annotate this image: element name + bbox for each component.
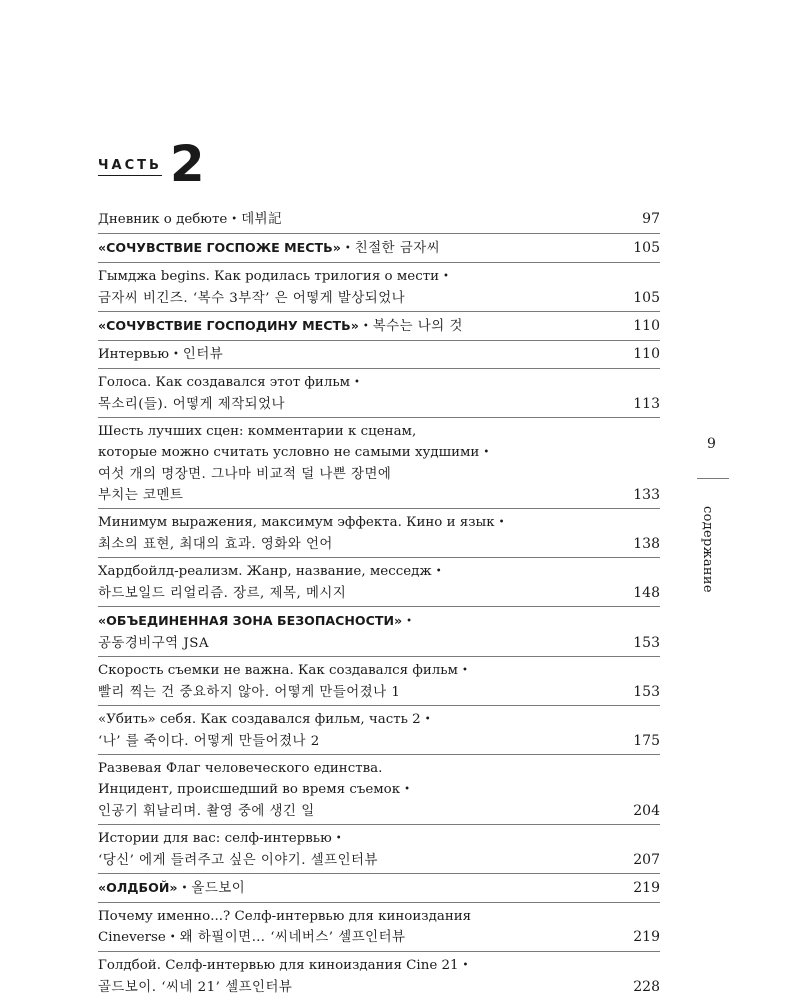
toc-entry-text bbox=[98, 660, 610, 682]
toc-entry-line bbox=[98, 731, 660, 752]
bullet-separator: • bbox=[354, 377, 360, 388]
toc-entry-text bbox=[98, 583, 610, 604]
bullet-separator: • bbox=[498, 517, 505, 528]
toc-entry bbox=[98, 657, 660, 706]
toc-entry-text bbox=[98, 927, 610, 949]
toc-entry-line bbox=[98, 660, 660, 682]
toc-entry-line bbox=[98, 977, 660, 998]
toc-entry bbox=[98, 263, 660, 312]
page-number: 110 bbox=[633, 346, 660, 362]
page-number: 110 bbox=[633, 318, 660, 334]
toc-entry bbox=[98, 903, 660, 952]
toc-entry-text bbox=[98, 266, 610, 288]
toc-entry-text bbox=[98, 610, 610, 633]
toc-entry-text bbox=[98, 801, 610, 822]
toc-entry-line bbox=[98, 758, 660, 779]
toc-entry-text bbox=[98, 906, 610, 927]
toc-entry-line bbox=[98, 315, 660, 338]
toc-entry-line bbox=[98, 464, 660, 485]
toc-entry-text bbox=[98, 955, 610, 977]
korean-title: 복수는 나의 것 bbox=[372, 319, 463, 334]
toc-entry-text bbox=[98, 633, 610, 654]
table-of-contents bbox=[98, 206, 660, 1000]
korean-title: 하드보일드 리얼리즘. 장르, 제목, 메시지 bbox=[98, 586, 347, 601]
toc-entry bbox=[98, 825, 660, 874]
toc-entry bbox=[98, 755, 660, 825]
toc-entry-text bbox=[98, 731, 610, 752]
page-number: 204 bbox=[633, 803, 660, 819]
toc-entry-line bbox=[98, 801, 660, 822]
korean-title: 데뷔記 bbox=[241, 212, 282, 227]
film-title: «СОЧУВСТВИЕ ГОСПОДИНУ МЕСТЬ» bbox=[98, 318, 359, 333]
page-number: 97 bbox=[642, 211, 660, 227]
toc-entry-text bbox=[98, 512, 610, 534]
toc-entry-text bbox=[98, 237, 610, 260]
bullet-separator: • bbox=[362, 321, 369, 332]
toc-entry bbox=[98, 234, 660, 263]
bullet-separator: • bbox=[344, 243, 351, 254]
page-number: 153 bbox=[633, 635, 660, 651]
toc-entry bbox=[98, 206, 660, 234]
page-number: 138 bbox=[633, 536, 660, 552]
page-number: 133 bbox=[633, 487, 660, 503]
page-number: 219 bbox=[633, 880, 660, 896]
toc-entry-line bbox=[98, 209, 660, 231]
toc-entry-line bbox=[98, 779, 660, 801]
toc-entry-line bbox=[98, 288, 660, 309]
page-number: 219 bbox=[633, 929, 660, 945]
toc-entry-text bbox=[98, 682, 610, 703]
film-title: «ОЛДБОЙ» bbox=[98, 880, 178, 895]
chapter-title: Скорость съемки не важна. Как создавался фильм bbox=[98, 663, 458, 678]
chapter-title: Дневник о дебюте bbox=[98, 212, 228, 227]
toc-entry bbox=[98, 874, 660, 903]
toc-entry bbox=[98, 312, 660, 341]
korean-title: 친절한 금자씨 bbox=[354, 241, 441, 256]
part-heading bbox=[98, 135, 205, 193]
bullet-separator: • bbox=[424, 714, 431, 725]
toc-entry-text bbox=[98, 442, 610, 464]
korean-title: 골드보이. ‘씨네 21’ 셀프인터뷰 bbox=[98, 980, 293, 995]
toc-entry-text bbox=[98, 394, 610, 415]
toc-entry-line bbox=[98, 534, 660, 555]
toc-entry-line bbox=[98, 828, 660, 850]
toc-entry-text bbox=[98, 344, 610, 366]
running-section-label: содержание bbox=[700, 506, 715, 593]
toc-entry-line bbox=[98, 877, 660, 900]
korean-title: ‘나’ 를 죽이다. 어떻게 만들어졌나 2 bbox=[98, 734, 320, 749]
toc-entry-text bbox=[98, 850, 610, 871]
chapter-title: Гымджа begins. Как родилась трилогия о мести bbox=[98, 269, 440, 284]
toc-entry-text bbox=[98, 421, 610, 442]
page-number: 113 bbox=[633, 396, 660, 412]
toc-entry bbox=[98, 706, 660, 755]
toc-entry-text bbox=[98, 464, 610, 485]
toc-entry bbox=[98, 369, 660, 418]
toc-entry-text bbox=[98, 561, 610, 583]
toc-entry-text bbox=[98, 779, 610, 801]
korean-title: 여섯 개의 명장면. 그나마 비교적 덜 나쁜 장면에 bbox=[98, 467, 392, 482]
korean-title: ‘당신’ 에게 들려주고 싶은 이야기. 셀프인터뷰 bbox=[98, 853, 378, 868]
toc-entry-line bbox=[98, 442, 660, 464]
film-title: «ОБЪЕДИНЕННАЯ ЗОНА БЕЗОПАСНОСТИ» bbox=[98, 613, 403, 628]
toc-entry-text bbox=[98, 209, 610, 231]
toc-entry-text bbox=[98, 485, 610, 506]
page-number: 148 bbox=[633, 585, 660, 601]
korean-title: 왜 하필이면… ‘씨네버스’ 셀프인터뷰 bbox=[179, 930, 406, 945]
chapter-title: Cineverse bbox=[98, 930, 166, 945]
toc-entry-line bbox=[98, 344, 660, 366]
korean-title: 인터뷰 bbox=[182, 347, 224, 362]
toc-entry-line bbox=[98, 850, 660, 871]
part-number: 2 bbox=[169, 135, 205, 193]
toc-entry-line bbox=[98, 927, 660, 949]
toc-entry-text bbox=[98, 288, 610, 309]
korean-title: 빨리 찍는 건 중요하지 않아. 어떻게 만들어졌나 1 bbox=[98, 685, 401, 700]
toc-entry-line bbox=[98, 955, 660, 977]
bullet-separator: • bbox=[231, 214, 238, 225]
chapter-title: Истории для вас: селф-интервью bbox=[98, 831, 332, 846]
toc-entry-line bbox=[98, 485, 660, 506]
korean-title: 인공기 휘날리며. 촬영 중에 생긴 일 bbox=[98, 804, 315, 819]
toc-entry bbox=[98, 418, 660, 509]
page-number: 207 bbox=[633, 852, 660, 868]
page-number: 228 bbox=[633, 979, 660, 995]
korean-title: 공동경비구역 JSA bbox=[98, 636, 210, 651]
chapter-title: Хардбойлд-реализм. Жанр, название, месседж bbox=[98, 564, 432, 579]
toc-entry-line bbox=[98, 610, 660, 633]
side-divider bbox=[697, 478, 729, 479]
chapter-title: Инцидент, происшедший во время съемок bbox=[98, 782, 401, 797]
bullet-separator: • bbox=[181, 883, 188, 894]
chapter-title: Минимум выражения, максимум эффекта. Кино и язык bbox=[98, 515, 495, 530]
toc-entry-line bbox=[98, 709, 660, 731]
bullet-separator: • bbox=[435, 566, 442, 577]
toc-entry-line bbox=[98, 512, 660, 534]
toc-entry-text bbox=[98, 828, 610, 850]
chapter-title: Шесть лучших сцен: комментарии к сценам, bbox=[98, 424, 417, 439]
page-number: 105 bbox=[633, 290, 660, 306]
toc-entry-text bbox=[98, 877, 610, 900]
toc-entry-line bbox=[98, 633, 660, 654]
toc-entry bbox=[98, 509, 660, 558]
toc-entry-line bbox=[98, 237, 660, 260]
toc-entry bbox=[98, 558, 660, 607]
part-label: ЧАСТЬ bbox=[98, 158, 162, 176]
toc-entry-line bbox=[98, 583, 660, 604]
korean-title: 목소리(들). 어떻게 제작되었나 bbox=[98, 397, 285, 412]
chapter-title: которые можно считать условно не самыми худшими bbox=[98, 445, 480, 460]
korean-title: 금자씨 비긴즈. ‘복수 3부작’ 은 어떻게 발상되었나 bbox=[98, 291, 406, 306]
chapter-title: Интервью bbox=[98, 347, 169, 362]
toc-entry-text bbox=[98, 709, 610, 731]
toc-entry bbox=[98, 952, 660, 1000]
toc-entry-line bbox=[98, 266, 660, 288]
korean-title: 부치는 코멘트 bbox=[98, 488, 184, 503]
bullet-separator: • bbox=[173, 349, 179, 360]
korean-title: 올드보이 bbox=[191, 881, 246, 896]
chapter-title: Развевая Флаг человеческого единства. bbox=[98, 761, 383, 776]
toc-entry-line bbox=[98, 394, 660, 415]
korean-title: 최소의 표현, 최대의 효과. 영화와 언어 bbox=[98, 537, 333, 552]
toc-entry-text bbox=[98, 977, 610, 998]
film-title: «СОЧУВСТВИЕ ГОСПОЖЕ МЕСТЬ» bbox=[98, 240, 341, 255]
toc-entry bbox=[98, 607, 660, 657]
toc-entry-line bbox=[98, 421, 660, 442]
page-number: 105 bbox=[633, 240, 660, 256]
toc-entry bbox=[98, 341, 660, 369]
bullet-separator: • bbox=[406, 616, 413, 627]
toc-entry-text bbox=[98, 315, 610, 338]
bullet-separator: • bbox=[169, 932, 176, 943]
toc-entry-line bbox=[98, 682, 660, 703]
page-number: 153 bbox=[633, 684, 660, 700]
bullet-separator: • bbox=[483, 447, 490, 458]
chapter-title: Голоса. Как создавался этот фильм bbox=[98, 375, 351, 390]
page-number: 175 bbox=[633, 733, 660, 749]
bullet-separator: • bbox=[462, 960, 469, 971]
toc-entry-line bbox=[98, 906, 660, 927]
folio-page-number: 9 bbox=[707, 436, 716, 452]
bullet-separator: • bbox=[335, 833, 342, 844]
chapter-title: «Убить» себя. Как создавался фильм, часть 2 bbox=[98, 712, 421, 727]
chapter-title: Почему именно...? Селф-интервью для киноиздания bbox=[98, 909, 472, 924]
bullet-separator: • bbox=[404, 784, 411, 795]
bullet-separator: • bbox=[443, 271, 449, 282]
toc-entry-text bbox=[98, 758, 610, 779]
toc-entry-line bbox=[98, 561, 660, 583]
chapter-title: Голдбой. Селф-интервью для киноиздания Cine 21 bbox=[98, 958, 459, 973]
bullet-separator: • bbox=[461, 665, 468, 676]
toc-entry-line bbox=[98, 372, 660, 394]
toc-entry-text bbox=[98, 372, 610, 394]
toc-entry-text bbox=[98, 534, 610, 555]
